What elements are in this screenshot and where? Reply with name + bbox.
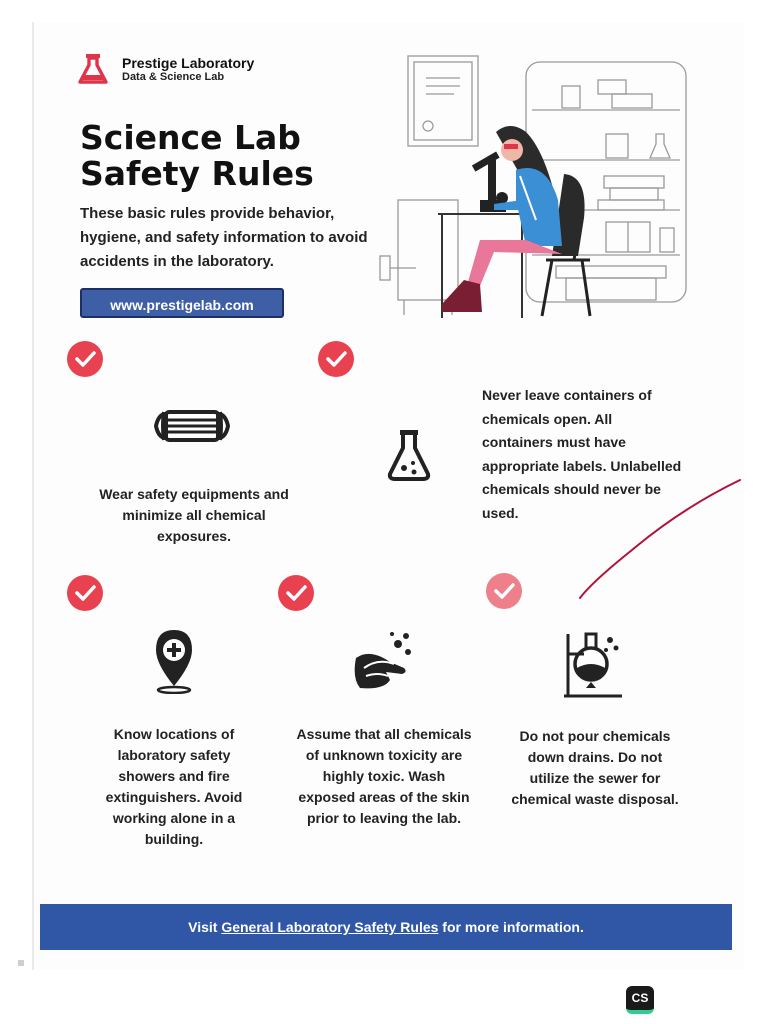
camscanner-badge: CS	[626, 986, 654, 1014]
check-icon	[66, 340, 104, 378]
pen-scribble-mark	[572, 478, 742, 602]
hand-washing-icon	[350, 628, 414, 694]
location-pin-icon	[152, 628, 196, 694]
brand-header	[76, 52, 254, 86]
face-mask-icon	[150, 404, 234, 448]
burner-flask-icon	[562, 630, 624, 698]
brand-name: Prestige Laboratory	[122, 54, 255, 71]
title-line-2: Safety Rules	[80, 154, 314, 193]
scientist-microscope-illustration	[376, 50, 696, 325]
scan-corner-mark	[18, 960, 24, 966]
check-icon	[277, 574, 315, 612]
check-icon	[317, 340, 355, 378]
intro-text: These basic rules provide behavior, hygiene, and safety information to avoid accidents in the laboratory.	[80, 205, 368, 270]
check-icon	[66, 574, 104, 612]
brand-subtitle: Data & Science Lab	[122, 70, 225, 83]
flask-icon	[386, 428, 432, 482]
rule-text-4: Assume that all chemicals of unknown toxicity are highly toxic. Wash exposed areas of the skin prior to leaving the lab.	[296, 726, 472, 826]
footer-suffix: for more information.	[438, 919, 584, 935]
flask-logo-icon	[76, 52, 110, 86]
rule-text-1: Wear safety equipments and minimize all chemical exposures.	[99, 486, 289, 544]
page-title	[80, 120, 400, 192]
footer-prefix: Visit	[188, 919, 222, 935]
title-line-1: Science Lab	[80, 118, 301, 157]
rule-text-3: Know locations of laboratory safety showers and fire extinguishers. Avoid working alone in a building.	[105, 726, 243, 847]
safety-rules-link[interactable]: General Laboratory Safety Rules	[221, 919, 439, 935]
rule-text-5: Do not pour chemicals down drains. Do not utilize the sewer for chemical waste disposal.	[511, 728, 679, 807]
footer-banner	[40, 904, 732, 950]
rule-text-2: Never leave containers of chemicals open. All containers must have appropriate labels. Unlabelled chemicals should never be used.	[482, 387, 682, 521]
website-button[interactable]: www.prestigelab.com	[80, 288, 284, 318]
check-icon	[485, 572, 523, 610]
